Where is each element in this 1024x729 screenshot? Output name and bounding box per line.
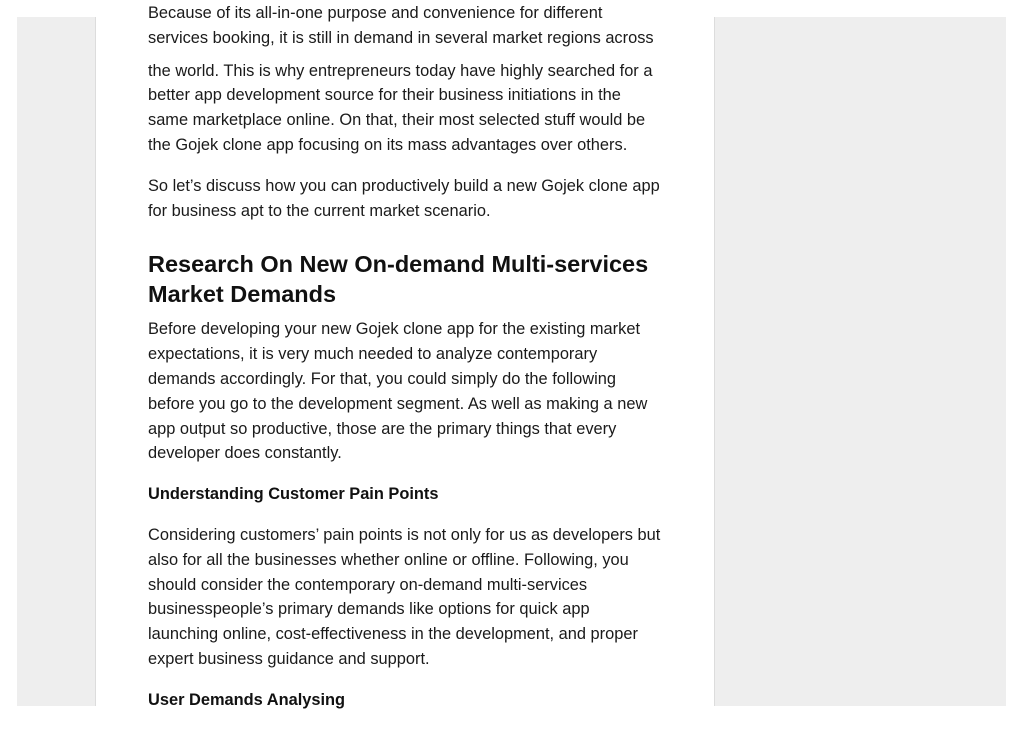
section-heading-research: Research On New On-demand Multi-services Market Demands [148,251,649,308]
discussion-paragraph: So let’s discuss how you can productively build a new Gojek clone app for business apt to the current market scenario. [148,176,660,220]
subheading-user-demands: User Demands Analysing [148,690,346,709]
intro-paragraph-part-1: Because of its all-in-one purpose and convenience for different services booking, it is still in demand in several market regions across [148,4,654,47]
pain-points-paragraph: Considering customers’ pain points is not only for us as developers but also for all the businesses whether online or offline. Following, you should consider the contemporary on-demand multi-services businesspeople’s primary demands like options for quick app launching online, cost-effectiveness in the development, and proper expert business guidance and support. [148,525,661,668]
subheading-customer-pain-points: Understanding Customer Pain Points [148,485,439,504]
article-body [148,1,663,729]
document-viewer[interactable] [17,4,1006,709]
intro-paragraph-part-2: the world. This is why entrepreneurs today have highly searched for a better app development source for their business initiations in the same marketplace online. On that, their most selected stuff would be the Gojek clone app focusing on its mass advantages over others. [148,61,653,154]
research-paragraph: Before developing your new Gojek clone app for the existing market expectations, it is very much needed to analyze contemporary demands accordingly. For that, you could simply do the following before you go to the development segment. As well as making a new app output so productive, those are the primary things that every developer does constantly. [148,320,648,463]
document-page [95,4,715,709]
